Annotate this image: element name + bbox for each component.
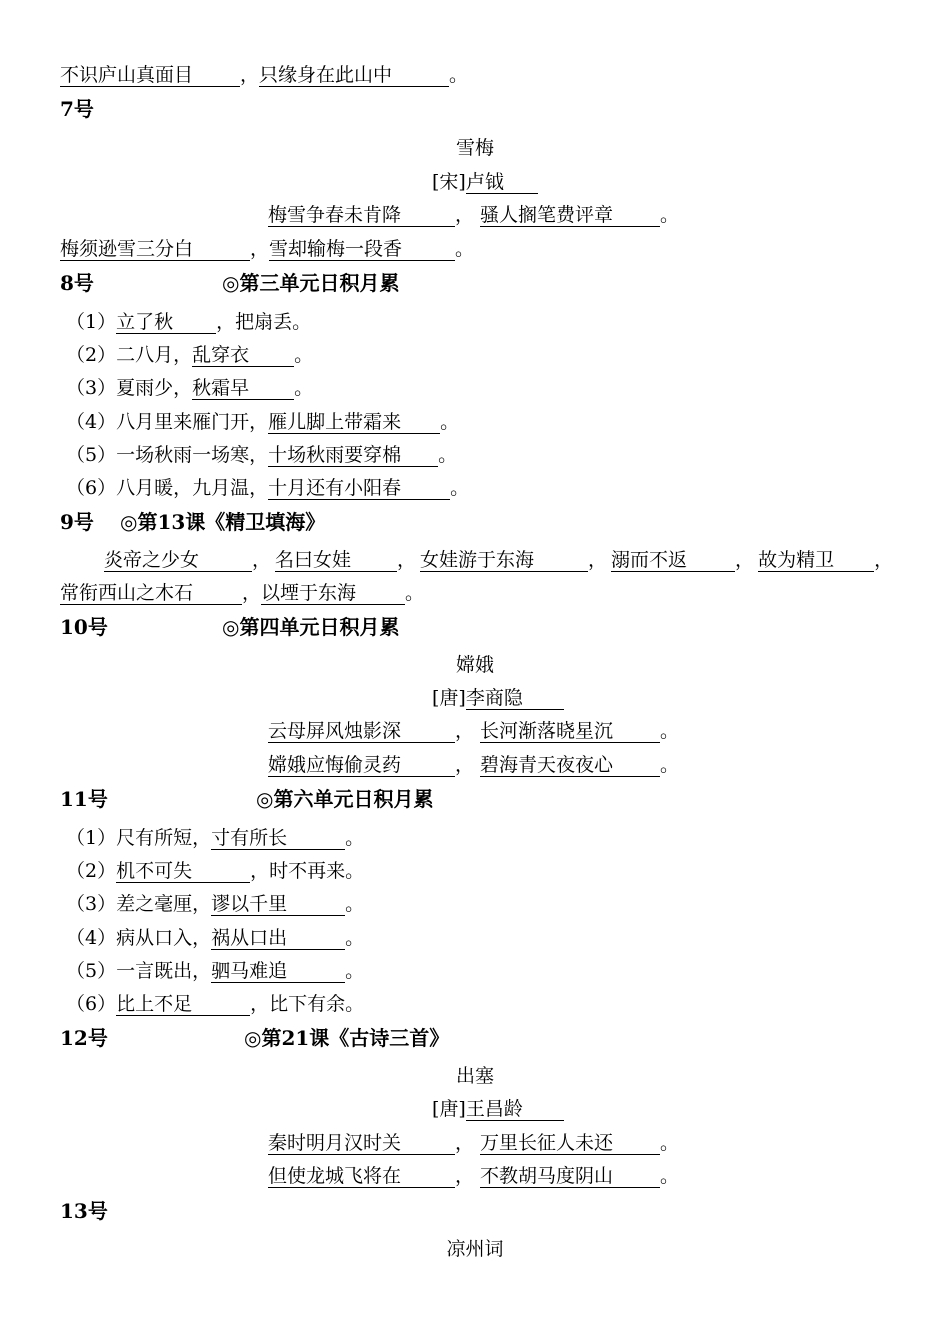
section-heading: ◎第21课《古诗三首》 — [244, 1026, 450, 1050]
given-text: 病从口入， — [116, 926, 212, 949]
answer-blank: 十场秋雨要穿棉 — [268, 444, 438, 467]
given-text: 八月暖，九月温， — [116, 477, 269, 499]
list-item — [66, 891, 364, 917]
given-text: 一言既出， — [116, 959, 212, 982]
item-number: 11号 — [60, 787, 108, 811]
list-item — [66, 475, 469, 501]
poem-line: 不识庐山真面目 ，只缘身在此山中 。 — [60, 64, 469, 86]
classical-text-line: 常衔西山之木石 ，以堙于东海 。 — [60, 582, 425, 604]
answer-blank: 立了秋 — [116, 311, 216, 334]
given-text: 二八月， — [116, 344, 193, 367]
item-index: （3） — [66, 893, 117, 916]
given-text: 八月里来雁门开， — [116, 410, 269, 433]
answer-blank: 秋霜早 — [192, 377, 294, 400]
given-text: 差之毫厘， — [116, 893, 212, 916]
item-index: （5） — [66, 443, 117, 466]
item-index: （2） — [66, 860, 117, 883]
list-item — [66, 825, 364, 851]
poem-title: 出塞 — [455, 1065, 494, 1087]
answer-blank: 十月还有小阳春 — [268, 477, 450, 500]
section-heading: ◎第四单元日积月累 — [222, 615, 400, 639]
item-index: （5） — [66, 959, 117, 982]
given-text: 。 — [345, 959, 365, 982]
poem-author: [宋]卢钺 — [432, 169, 538, 195]
poem-line: 云母屏风烛影深 ， 长河渐落晓星沉 。 — [268, 720, 680, 742]
given-text: 。 — [294, 377, 314, 400]
given-text: 。 — [438, 443, 458, 466]
given-text: 。 — [345, 893, 365, 916]
answer-blank: 乱穿衣 — [192, 344, 294, 367]
poem-title: 凉州词 — [446, 1238, 504, 1260]
item-index: （6） — [66, 477, 117, 499]
item-index: （6） — [66, 993, 117, 1015]
answer-blank: 谬以千里 — [211, 893, 345, 916]
given-text: 。 — [450, 477, 470, 499]
section-heading: ◎第三单元日积月累 — [222, 271, 400, 295]
poem-title: 雪梅 — [455, 137, 494, 159]
given-text: 。 — [345, 926, 365, 949]
item-number: 7号 — [60, 97, 94, 121]
classical-text-line: 炎帝之少女 ， 名曰女娃 ， 女娃游于东海 ， 溺而不返 ， 故为精卫 ， — [104, 549, 894, 571]
answer-blank: 只缘身在此山中 — [259, 64, 449, 87]
poem-author: [唐]王昌龄 — [432, 1096, 564, 1122]
list-item — [66, 925, 364, 951]
item-number: 12号 — [60, 1026, 108, 1050]
answer-blank: 机不可失 — [116, 860, 250, 883]
section-heading: ◎第六单元日积月累 — [256, 787, 434, 811]
poem-title: 嫦娥 — [455, 654, 494, 676]
list-item — [66, 958, 364, 984]
list-item — [66, 375, 313, 401]
given-text: ，比下有余。 — [250, 993, 365, 1015]
given-text: 。 — [345, 827, 365, 849]
section-heading: ◎第13课《精卫填海》 — [120, 510, 326, 534]
item-index: （1） — [66, 311, 117, 333]
poem-line: 嫦娥应悔偷灵药 ， 碧海青天夜夜心 。 — [268, 754, 680, 776]
list-item — [66, 409, 459, 435]
given-text: 。 — [440, 410, 460, 433]
given-text: ，把扇丢。 — [216, 311, 312, 333]
poem-line: 但使龙城飞将在 ， 不教胡马度阴山 。 — [268, 1165, 680, 1187]
answer-blank: 比上不足 — [116, 993, 250, 1016]
item-number: 10号 — [60, 615, 108, 639]
item-index: （2） — [66, 344, 117, 367]
answer-blank: 祸从口出 — [211, 927, 345, 950]
poem-line: 秦时明月汉时关 ， 万里长征人未还 。 — [268, 1132, 680, 1154]
item-number: 8号 — [60, 271, 94, 295]
given-text: 一场秋雨一场寒， — [116, 443, 269, 466]
answer-blank: 雁儿脚上带霜来 — [268, 411, 440, 434]
item-index: （4） — [66, 926, 117, 949]
list-item — [66, 442, 457, 468]
given-text: 夏雨少， — [116, 377, 193, 400]
item-index: （4） — [66, 410, 117, 433]
poem-line: 梅须逊雪三分白 ，雪却输梅一段香 。 — [60, 238, 475, 260]
poem-author: [唐]李商隐 — [432, 685, 564, 711]
list-item — [66, 342, 313, 368]
item-number: 13号 — [60, 1199, 108, 1223]
item-number: 9号 — [60, 510, 94, 534]
answer-blank: 不识庐山真面目 — [60, 64, 240, 87]
list-item — [66, 309, 311, 335]
poem-line: 梅雪争春未肯降 ， 骚人搁笔费评章 。 — [268, 204, 680, 226]
given-text: 。 — [294, 344, 314, 367]
list-item — [66, 858, 364, 884]
list-item — [66, 991, 364, 1017]
answer-blank: 驷马难追 — [211, 960, 345, 983]
item-index: （3） — [66, 377, 117, 400]
answer-blank: 寸有所长 — [211, 827, 345, 850]
item-index: （1） — [66, 827, 117, 849]
given-text: 尺有所短， — [116, 827, 212, 849]
given-text: ，时不再来。 — [250, 860, 365, 883]
